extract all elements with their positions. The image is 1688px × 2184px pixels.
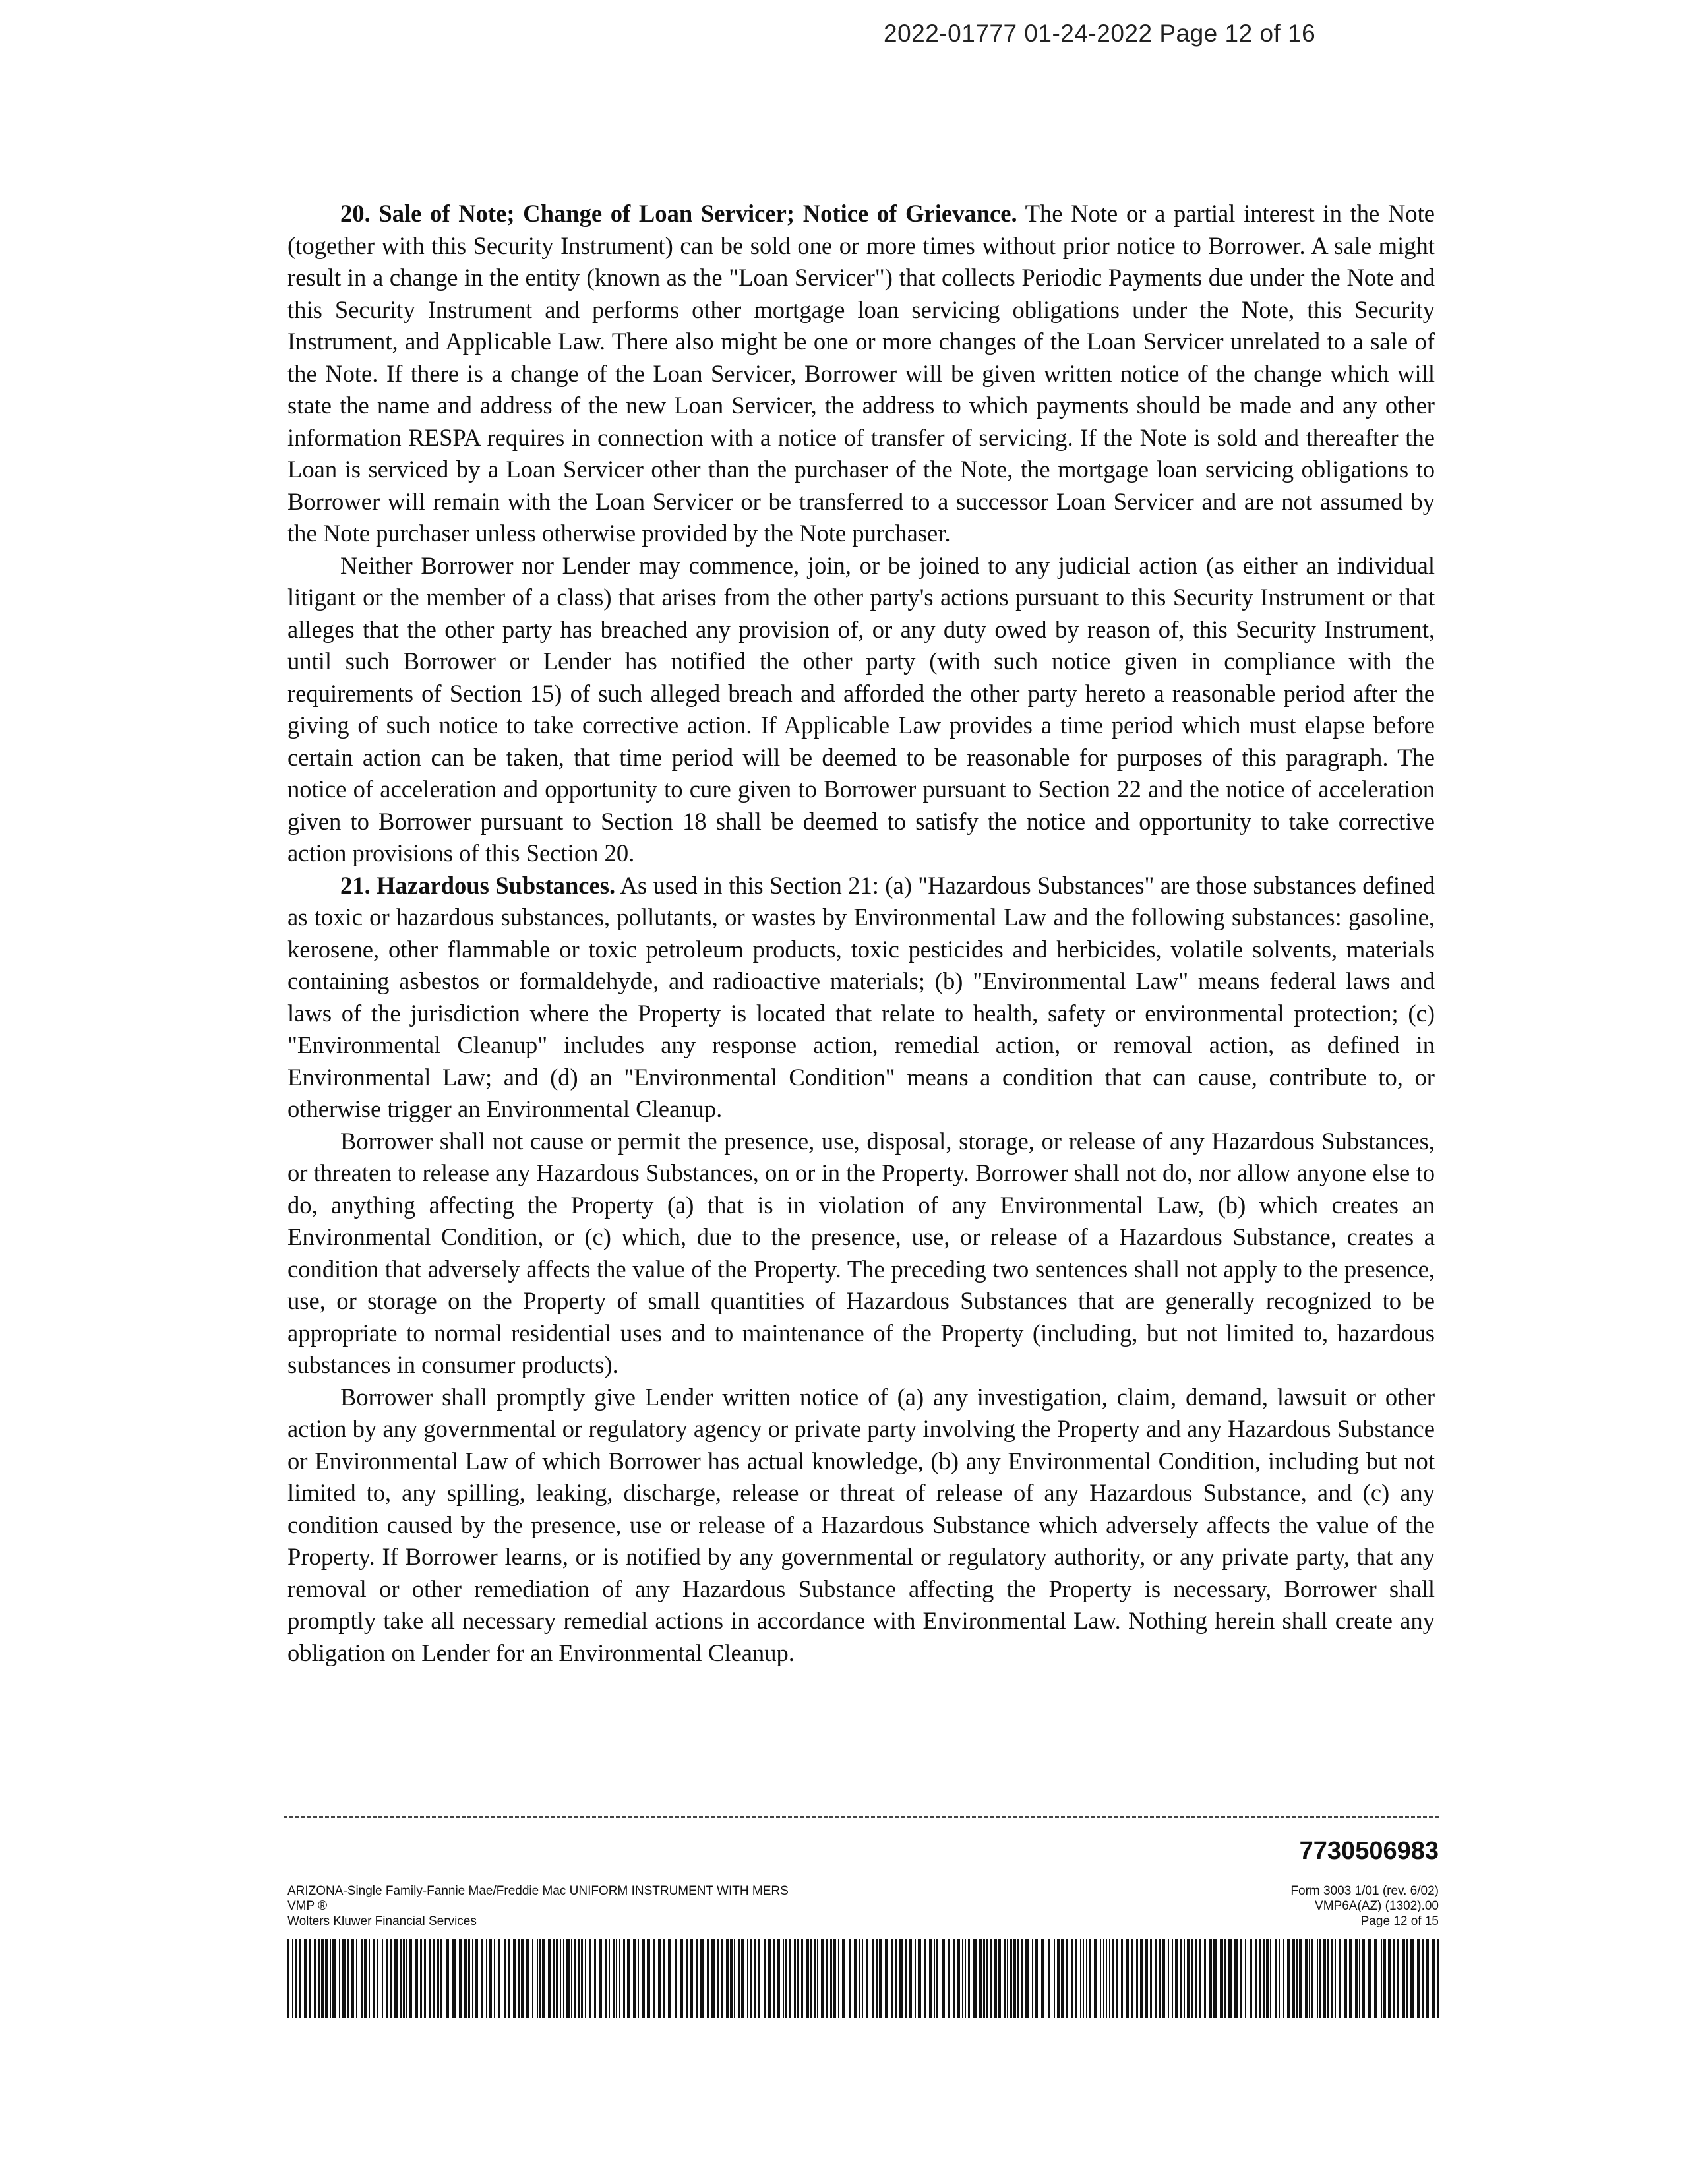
- barcode-bar: [879, 1939, 882, 2018]
- barcode-bar: [1299, 1939, 1302, 2018]
- barcode-bar: [948, 1939, 950, 2018]
- barcode-bar: [1172, 1939, 1173, 2018]
- barcode-bar: [750, 1939, 752, 2018]
- barcode-bar: [1007, 1939, 1008, 2018]
- barcode-bar: [905, 1939, 907, 2018]
- barcode-bar: [783, 1939, 784, 2018]
- barcode-bar: [513, 1939, 516, 2018]
- barcode-bar: [1279, 1939, 1280, 2018]
- barcode-bar: [1175, 1939, 1178, 2018]
- form-code: VMP6A(AZ) (1302).00: [1315, 1899, 1439, 1913]
- barcode-bar: [553, 1939, 555, 2018]
- barcode-bar: [942, 1939, 945, 2018]
- barcode-graphic: [287, 1939, 1439, 2018]
- barcode-bar: [838, 1939, 839, 2018]
- barcode-bar: [741, 1939, 744, 2018]
- section-21-heading: 21. Hazardous Substances.: [340, 871, 616, 899]
- barcode-bar: [734, 1939, 735, 2018]
- barcode-bar: [369, 1939, 370, 2018]
- barcode-bar: [616, 1939, 617, 2018]
- barcode-bar: [623, 1939, 625, 2018]
- barcode-bar: [1287, 1939, 1290, 2018]
- publisher-name: Wolters Kluwer Financial Services: [287, 1914, 477, 1928]
- barcode-bar: [885, 1939, 888, 2018]
- barcode-bar: [986, 1939, 988, 2018]
- barcode-bar: [1426, 1939, 1429, 2018]
- barcode-bar: [814, 1939, 816, 2018]
- barcode-bar: [1100, 1939, 1101, 2018]
- footer-divider: [284, 1816, 1439, 1818]
- barcode-bar: [994, 1939, 997, 2018]
- barcode-bar: [314, 1939, 316, 2018]
- barcode-bar: [1381, 1939, 1382, 2018]
- form-number-block: [1187, 1883, 1439, 1929]
- barcode-bar: [965, 1939, 966, 2018]
- barcode-bar: [633, 1939, 636, 2018]
- barcode-bar: [1126, 1939, 1129, 2018]
- barcode-bar: [325, 1939, 328, 2018]
- barcode-bar: [339, 1939, 340, 2018]
- barcode-bar: [1017, 1939, 1019, 2018]
- barcode-bar: [1362, 1939, 1365, 2018]
- barcode-bar: [508, 1939, 510, 2018]
- barcode-bar: [1199, 1939, 1201, 2018]
- barcode-bar: [891, 1939, 893, 2018]
- barcode-bar: [1136, 1939, 1138, 2018]
- barcode-bar: [936, 1939, 938, 2018]
- barcode-bar: [1240, 1939, 1242, 2018]
- barcode-bar: [1335, 1939, 1336, 2018]
- barcode-bar: [1349, 1939, 1352, 2018]
- barcode-bar: [1086, 1939, 1087, 2018]
- barcode-bar: [1410, 1939, 1414, 2018]
- barcode-bar: [560, 1939, 561, 2018]
- barcode-bar: [403, 1939, 405, 2018]
- barcode-bar: [1004, 1939, 1006, 2018]
- barcode-bar: [998, 1939, 1001, 2018]
- barcode-bar: [647, 1939, 650, 2018]
- barcode-bar: [318, 1939, 320, 2018]
- barcode-bar: [773, 1939, 775, 2018]
- barcode-bar: [1213, 1939, 1217, 2018]
- barcode-bar: [983, 1939, 985, 2018]
- barcode-bar: [472, 1939, 473, 2018]
- barcode-bar: [1359, 1939, 1360, 2018]
- barcode-bar: [642, 1939, 645, 2018]
- barcode-bar: [854, 1939, 857, 2018]
- barcode-bar: [1121, 1939, 1123, 2018]
- barcode-bar: [918, 1939, 921, 2018]
- barcode-bar: [342, 1939, 346, 2018]
- barcode-bar: [1406, 1939, 1408, 2018]
- barcode-bar: [1266, 1939, 1269, 2018]
- barcode-bar: [953, 1939, 955, 2018]
- barcode-bar: [542, 1939, 545, 2018]
- barcode-bar: [1083, 1939, 1084, 2018]
- barcode-bar: [429, 1939, 431, 2018]
- barcode-bar: [1057, 1939, 1060, 2018]
- barcode-bar: [810, 1939, 812, 2018]
- barcode-bar: [1131, 1939, 1133, 2018]
- barcode-bar: [489, 1939, 492, 2018]
- barcode-bar: [862, 1939, 863, 2018]
- barcode-bar: [486, 1939, 487, 2018]
- barcode: [287, 1939, 1439, 2018]
- barcode-bar: [494, 1939, 495, 2018]
- barcode-bar: [321, 1939, 324, 2018]
- barcode-bar: [498, 1939, 500, 2018]
- document-body: [287, 198, 1435, 1669]
- barcode-bar: [361, 1939, 363, 2018]
- barcode-bar: [304, 1939, 307, 2018]
- section-20-text-1: The Note or a partial interest in the Note (together with this Security Instrument) can be sold one or more times without prior notice to Borrower. A sale might result in a change in the entity (known as the "Loan Servicer") that collects Periodic Payments due under the Note and this Security Instrument and performs other mortgage loan servicing obligations under the Note, this Security Instrument, and Applicable Law. There also might be one or more changes of the Loan Servicer unrelated to a sale of the Note. If there is a change of the Loan Servicer, Borrower will be given written notice of the change which will state the name and address of the new Loan Servicer, the address to which payments should be made and any other information RESPA requires in connection with a notice of transfer of servicing. If the Note is sold and thereafter the Loan is serviced by a Loan Servicer other than the purchaser of the Note, the mortgage loan servicing obligations to Borrower will remain with the Loan Servicer or be transferred to a successor Loan Servicer and are not assumed by the Note purchaser unless otherwise provided by the Note purchaser.: [287, 200, 1435, 547]
- barcode-bar: [1309, 1939, 1310, 2018]
- barcode-bar: [518, 1939, 520, 2018]
- barcode-bar: [406, 1939, 407, 2018]
- section-20-paragraph-2: Neither Borrower nor Lender may commence, join, or be joined to any judicial action (as either an individual litigant or the member of a class) that arises from the other party's actions pursuant to this Security Instrument or that alleges that the other party has breached any provision of, or any duty owed by reason of, this Security Instrument, until such Borrower or Lender has notified the other party (with such notice given in compliance with the requirements of Section 15) of such alleged breach and afforded the other party hereto a reasonable period after the giving of such notice to take corrective action. If Applicable Law provides a time period which must elapse before certain action can be taken, that time period will be deemed to be reasonable for purposes of this paragraph. The notice of acceleration and opportunity to cure given to Borrower pursuant to Section 22 and the notice of acceleration given to Borrower pursuant to Section 18 shall be deemed to satisfy the notice and opportunity to take corrective action provisions of this Section 20.: [287, 551, 1435, 866]
- barcode-bar: [1311, 1939, 1313, 2018]
- barcode-bar: [1296, 1939, 1298, 2018]
- barcode-bar: [1089, 1939, 1091, 2018]
- barcode-bar: [821, 1939, 824, 2018]
- barcode-bar: [924, 1939, 926, 2018]
- section-21-paragraph-3: Borrower shall promptly give Lender written notice of (a) any investigation, claim, demand, lawsuit or other action by any governmental or regulatory agency or private party involving the Property and any Hazardous Substance or Environmental Law of which Borrower has actual knowledge, (b) any Environmental Condition, including but not limited to, any spilling, leaking, discharge, release or threat of release of any Hazardous Substance, and (c) any condition caused by the presence, use or release of a Hazardous Substance which adversely affects the value of the Property. If Borrower learns, or is notified by any governmental or regulatory authority, or any private party, that any removal or other remediation of any Hazardous Substance affecting the Property is necessary, Borrower shall promptly take all necessary remedial actions in accordance with Environmental Law. Nothing herein shall create any obligation on Lender for an Environmental Cleanup.: [287, 1383, 1435, 1666]
- barcode-bar: [364, 1939, 367, 2018]
- barcode-bar: [581, 1939, 583, 2018]
- barcode-bar: [830, 1939, 832, 2018]
- barcode-bar: [957, 1939, 960, 2018]
- barcode-bar: [1195, 1939, 1197, 2018]
- barcode-bar: [1393, 1939, 1395, 2018]
- barcode-bar: [548, 1939, 551, 2018]
- barcode-bar: [390, 1939, 392, 2018]
- section-21-paragraph-2: Borrower shall not cause or permit the presence, use, disposal, storage, or release of any Hazardous Substances, or threaten to release any Hazardous Substances, on or in the Property. Borrower shall not do, nor allow anyone else to do, anything affecting the Property (a) that is in violation of any Environmental Law, (b) which creates an Environmental Condition, or (c) which, due to the presence, use, or release of a Hazardous Substance, creates a condition that adversely affects the value of the Property. The preceding two sentences shall not apply to the presence, use, or storage on the Property of small quantities of Hazardous Substances that are generally recognized to be appropriate to normal residential uses and to maintenance of the Property (including, but not limited to, hazardous substances in consumer products).: [287, 1127, 1435, 1378]
- barcode-bar: [299, 1939, 301, 2018]
- barcode-bar: [1150, 1939, 1152, 2018]
- recording-stamp: 2022-01777 01-24-2022 Page 12 of 16: [884, 20, 1316, 47]
- barcode-bar: [1054, 1939, 1055, 2018]
- barcode-bar: [717, 1939, 719, 2018]
- barcode-bar: [424, 1939, 426, 2018]
- barcode-bar: [433, 1939, 435, 2018]
- barcode-bar: [437, 1939, 439, 2018]
- barcode-bar: [475, 1939, 478, 2018]
- barcode-bar: [686, 1939, 688, 2018]
- barcode-bar: [789, 1939, 791, 2018]
- barcode-bar: [1066, 1939, 1068, 2018]
- barcode-bar: [356, 1939, 357, 2018]
- barcode-bar: [726, 1939, 729, 2018]
- barcode-bar: [1220, 1939, 1223, 2018]
- barcode-bar: [1013, 1939, 1016, 2018]
- barcode-bar: [1191, 1939, 1193, 2018]
- barcode-bar: [833, 1939, 836, 2018]
- barcode-bar: [915, 1939, 916, 2018]
- barcode-bar: [1010, 1939, 1012, 2018]
- barcode-bar: [711, 1939, 715, 2018]
- barcode-bar: [539, 1939, 541, 2018]
- barcode-bar: [332, 1939, 336, 2018]
- barcode-bar: [1397, 1939, 1399, 2018]
- barcode-bar: [1327, 1939, 1329, 2018]
- barcode-bar: [768, 1939, 771, 2018]
- barcode-bar: [934, 1939, 935, 2018]
- barcode-bar: [1168, 1939, 1169, 2018]
- barcode-bar: [1094, 1939, 1097, 2018]
- barcode-bar: [1259, 1939, 1261, 2018]
- barcode-bar: [400, 1939, 402, 2018]
- barcode-bar: [895, 1939, 897, 2018]
- barcode-bar: [1071, 1939, 1073, 2018]
- barcode-bar: [1355, 1939, 1358, 2018]
- barcode-bar: [468, 1939, 470, 2018]
- barcode-bar: [653, 1939, 655, 2018]
- barcode-bar: [1319, 1939, 1321, 2018]
- barcode-bar: [504, 1939, 506, 2018]
- barcode-bar: [872, 1939, 874, 2018]
- barcode-bar: [571, 1939, 572, 2018]
- barcode-bar: [464, 1939, 467, 2018]
- barcode-bar: [420, 1939, 422, 2018]
- barcode-bar: [1035, 1939, 1038, 2018]
- barcode-bar: [594, 1939, 596, 2018]
- form-title-block: [287, 1883, 1013, 1929]
- barcode-bar: [675, 1939, 677, 2018]
- barcode-bar: [556, 1939, 558, 2018]
- barcode-bar: [627, 1939, 630, 2018]
- barcode-bar: [690, 1939, 693, 2018]
- barcode-bar: [613, 1939, 615, 2018]
- barcode-bar: [730, 1939, 733, 2018]
- barcode-bar: [777, 1939, 780, 2018]
- barcode-bar: [817, 1939, 818, 2018]
- barcode-bar: [1140, 1939, 1143, 2018]
- barcode-bar: [979, 1939, 982, 2018]
- barcode-bar: [566, 1939, 570, 2018]
- barcode-bar: [1331, 1939, 1333, 2018]
- barcode-bar: [292, 1939, 293, 2018]
- barcode-bar: [1275, 1939, 1277, 2018]
- barcode-bar: [1263, 1939, 1265, 2018]
- barcode-bar: [1432, 1939, 1435, 2018]
- barcode-bar: [440, 1939, 442, 2018]
- barcode-bar: [738, 1939, 740, 2018]
- barcode-bar: [721, 1939, 723, 2018]
- barcode-bar: [929, 1939, 932, 2018]
- barcode-bar: [459, 1939, 462, 2018]
- barcode-bar: [801, 1939, 803, 2018]
- barcode-bar: [1234, 1939, 1238, 2018]
- barcode-bar: [663, 1939, 665, 2018]
- barcode-bar: [973, 1939, 977, 2018]
- barcode-bar: [1270, 1939, 1271, 2018]
- barcode-bar: [1437, 1939, 1439, 2018]
- barcode-bar: [842, 1939, 845, 2018]
- form-number: Form 3003 1/01 (rev. 6/02): [1290, 1884, 1439, 1898]
- barcode-bar: [377, 1939, 378, 2018]
- barcode-bar: [409, 1939, 412, 2018]
- barcode-bar: [754, 1939, 756, 2018]
- barcode-bar: [1106, 1939, 1107, 2018]
- barcode-bar: [347, 1939, 349, 2018]
- loan-number: 7730506983: [1299, 1837, 1439, 1865]
- barcode-bar: [351, 1939, 354, 2018]
- barcode-bar: [574, 1939, 576, 2018]
- barcode-bar: [386, 1939, 388, 2018]
- barcode-bar: [1417, 1939, 1420, 2018]
- barcode-bar: [563, 1939, 564, 2018]
- section-21-paragraph-1: [287, 870, 1435, 1126]
- barcode-bar: [1080, 1939, 1081, 2018]
- barcode-bar: [876, 1939, 878, 2018]
- barcode-bar: [764, 1939, 766, 2018]
- barcode-bar: [1245, 1939, 1246, 2018]
- barcode-bar: [658, 1939, 661, 2018]
- barcode-bar: [797, 1939, 799, 2018]
- form-page-number: Page 12 of 15: [1360, 1914, 1439, 1928]
- barcode-bar: [1339, 1939, 1341, 2018]
- barcode-bar: [1155, 1939, 1157, 2018]
- barcode-bar: [1109, 1939, 1110, 2018]
- barcode-bar: [1204, 1939, 1206, 2018]
- barcode-bar: [1061, 1939, 1064, 2018]
- barcode-bar: [532, 1939, 533, 2018]
- barcode-bar: [785, 1939, 787, 2018]
- barcode-bar: [1209, 1939, 1212, 2018]
- barcode-bar: [696, 1939, 698, 2018]
- barcode-bar: [1021, 1939, 1023, 2018]
- barcode-bar: [481, 1939, 483, 2018]
- barcode-bar: [1283, 1939, 1284, 2018]
- barcode-bar: [295, 1939, 297, 2018]
- barcode-bar: [605, 1939, 607, 2018]
- barcode-bar: [1075, 1939, 1077, 2018]
- barcode-bar: [452, 1939, 456, 2018]
- barcode-bar: [1103, 1939, 1104, 2018]
- barcode-bar: [309, 1939, 311, 2018]
- barcode-bar: [1048, 1939, 1050, 2018]
- barcode-bar: [1032, 1939, 1033, 2018]
- barcode-bar: [589, 1939, 591, 2018]
- barcode-bar: [1422, 1939, 1424, 2018]
- barcode-bar: [578, 1939, 580, 2018]
- section-20-paragraph-1: [287, 198, 1435, 550]
- barcode-bar: [849, 1939, 851, 2018]
- barcode-bar: [521, 1939, 524, 2018]
- barcode-bar: [1374, 1939, 1377, 2018]
- barcode-bar: [1180, 1939, 1182, 2018]
- barcode-bar: [1292, 1939, 1295, 2018]
- barcode-bar: [609, 1939, 610, 2018]
- barcode-bar: [747, 1939, 748, 2018]
- barcode-bar: [680, 1939, 683, 2018]
- barcode-bar: [1323, 1939, 1326, 2018]
- barcode-bar: [909, 1939, 912, 2018]
- barcode-bar: [668, 1939, 671, 2018]
- barcode-bar: [415, 1939, 418, 2018]
- barcode-bar: [585, 1939, 586, 2018]
- barcode-bar: [1255, 1939, 1257, 2018]
- barcode-bar: [1112, 1939, 1114, 2018]
- barcode-bar: [373, 1939, 375, 2018]
- barcode-bar: [537, 1939, 538, 2018]
- barcode-bar: [1184, 1939, 1185, 2018]
- barcode-bar: [1224, 1939, 1226, 2018]
- barcode-bar: [1344, 1939, 1347, 2018]
- barcode-bar: [619, 1939, 620, 2018]
- barcode-bar: [394, 1939, 398, 2018]
- barcode-bar: [1162, 1939, 1165, 2018]
- form-title: ARIZONA-Single Family-Fannie Mae/Freddie Mac UNIFORM INSTRUMENT WITH MERS: [287, 1884, 789, 1898]
- barcode-bar: [1228, 1939, 1232, 2018]
- barcode-bar: [962, 1939, 963, 2018]
- barcode-bar: [859, 1939, 860, 2018]
- barcode-bar: [1305, 1939, 1308, 2018]
- barcode-bar: [990, 1939, 992, 2018]
- barcode-bar: [1383, 1939, 1386, 2018]
- vmp-mark: VMP ®: [287, 1899, 328, 1913]
- barcode-bar: [968, 1939, 970, 2018]
- barcode-bar: [382, 1939, 383, 2018]
- barcode-bar: [1368, 1939, 1371, 2018]
- barcode-bar: [1145, 1939, 1148, 2018]
- barcode-bar: [758, 1939, 760, 2018]
- barcode-bar: [1116, 1939, 1118, 2018]
- barcode-bar: [1025, 1939, 1029, 2018]
- barcode-bar: [700, 1939, 704, 2018]
- barcode-bar: [899, 1939, 903, 2018]
- section-20-heading: 20. Sale of Note; Change of Loan Servicer; Notice of Grievance.: [340, 200, 1017, 227]
- barcode-bar: [1041, 1939, 1044, 2018]
- barcode-bar: [330, 1939, 331, 2018]
- barcode-bar: [1402, 1939, 1405, 2018]
- barcode-bar: [806, 1939, 809, 2018]
- barcode-bar: [826, 1939, 828, 2018]
- barcode-bar: [526, 1939, 529, 2018]
- barcode-bar: [1317, 1939, 1318, 2018]
- barcode-bar: [707, 1939, 709, 2018]
- barcode-bar: [1388, 1939, 1391, 2018]
- section-21-text-1: As used in this Section 21: (a) "Hazardous Substances" are those substances defined as toxic or hazardous substances, pollutants, or wastes by Environmental Law and the following substances: gasoline, kerosene, other flammable or toxic petroleum products, toxic pesticides and herbicides, volatile solvents, materials containing asbestos or formaldehyde, and radioactive materials; (b) "Environmental Law" means federal laws and laws of the jurisdiction where the Property is located that relate to health, safety or environmental protection; (c) "Environmental Cleanup" includes any response action, remedial action, or removal action, as defined in Environmental Law; and (d) an "Environmental Condition" means a condition that can cause, contribute to, or otherwise trigger an Environmental Cleanup.: [287, 871, 1435, 1122]
- barcode-bar: [599, 1939, 602, 2018]
- barcode-bar: [866, 1939, 868, 2018]
- barcode-bar: [1159, 1939, 1160, 2018]
- barcode-bar: [794, 1939, 796, 2018]
- barcode-bar: [287, 1939, 289, 2018]
- barcode-bar: [638, 1939, 639, 2018]
- barcode-bar: [1187, 1939, 1190, 2018]
- barcode-bar: [446, 1939, 449, 2018]
- barcode-bar: [1250, 1939, 1252, 2018]
